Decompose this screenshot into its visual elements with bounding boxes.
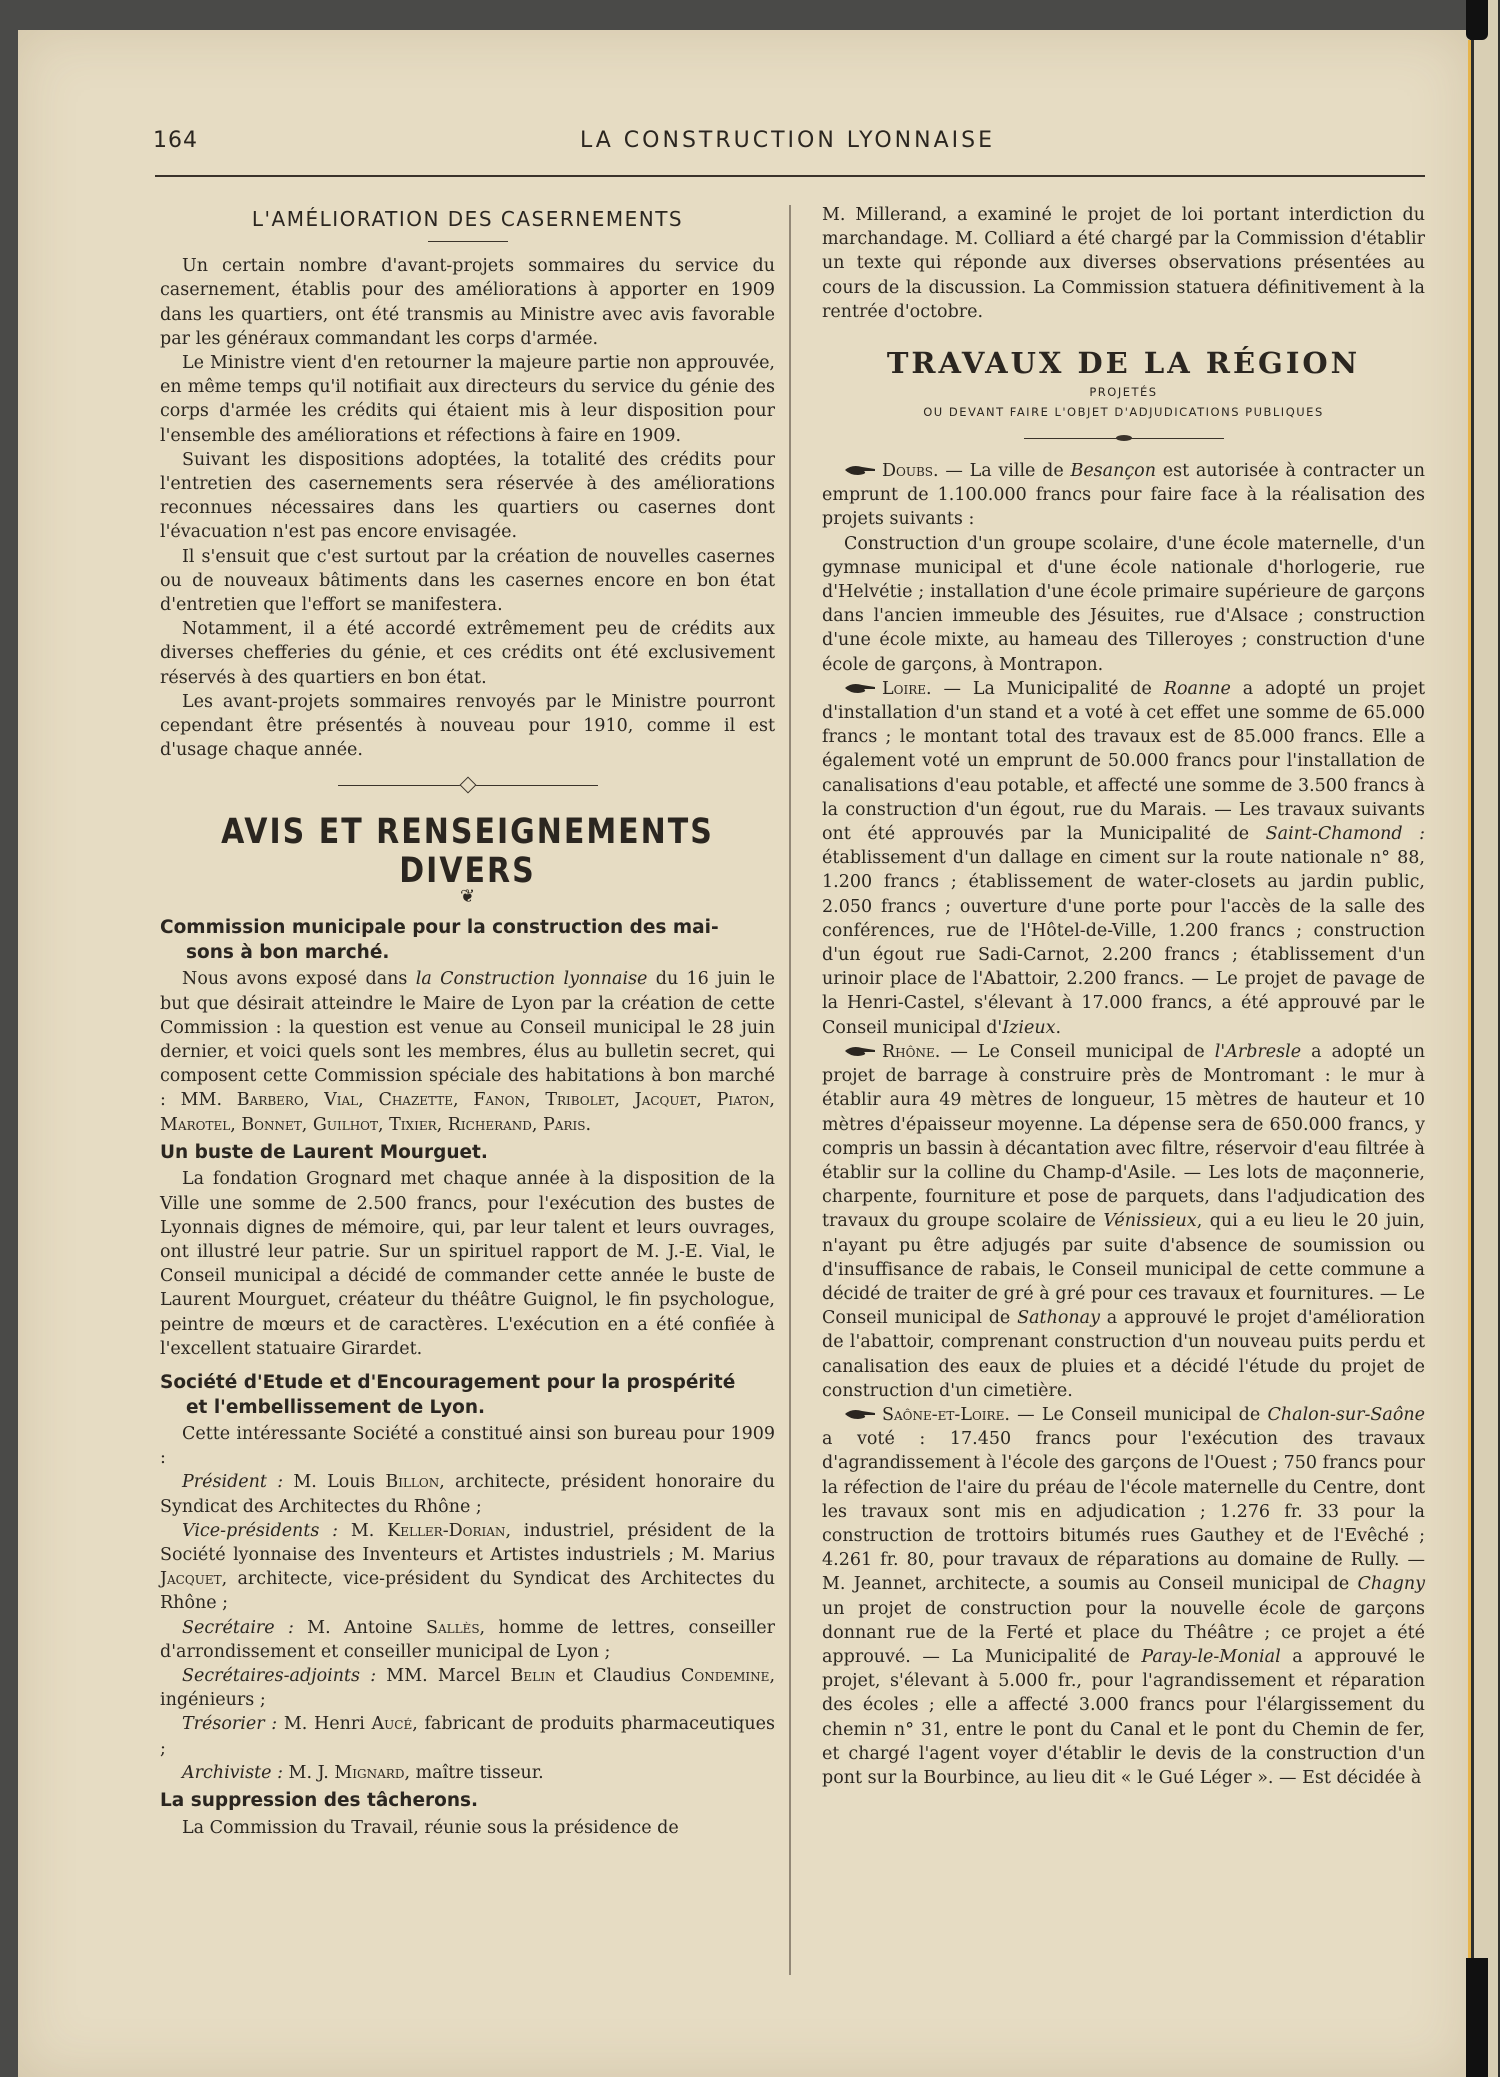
bureau-tresorier: Trésorier : M. Henri Aucé, fabricant de produits pharmaceutiques ; xyxy=(160,1714,775,1759)
buste-heading: Un buste de Laurent Mourguet. xyxy=(160,1141,488,1163)
saone-paragraph: Saône-et-Loire. — Le Conseil municipal de Chalon-sur-Saône a voté : 17.450 francs pour l'exécution des travaux d'agrandissement à l'école des garçons de l'Ouest ; 750 francs pour la réfection de l'aire du préau de l'école maternelle du Centre, dont les travaux sont mis en adjudication ; 1.276 fr. 33 pour la construction de trottoirs bitumés rues Gauthey et de l'Evêché ; 4.261 fr. 80, pour travaux de réparations au domaine de Rully. — M. Jeannet, architecte, a soumis au Conseil municipal de Chagny un projet de construction pour la nouvelle école de garçons donnant rue de la Ferté et place du Théâtre ; ce projet a été approuvé. — La Municipalité de Paray-le-Monial a approuvé le projet, s'élevant à 5.000 fr., pour l'agrandissement et réparation des écoles ; elle a affecté 3.000 francs pour l'élargissement du chemin n° 31, entre le pont du Canal et le pont du Chemin de fer, et chargé l'agent voyer d'établir le devis de la construction d'un pont sur la Bourbince, au lieu dit « le Gué Léger ». — Est décidée à xyxy=(822,1404,1425,1788)
loire-paragraph: Loire. — La Municipalité de Roanne a adopté un projet d'installation d'un stand et a voté à cet effet une somme de 65.000 francs ; le montant total des travaux est de 85.000 francs. Elle a également voté un emprunt de 50.000 francs pour l'installation de canalisations d'eau potable, et affecté une somme de 3.500 francs à la construction d'un égout, rue du Marais. — Les travaux suivants ont été approuvés par la Municipalité de Saint-Chamond : établissement d'un dallage en ciment sur la route nationale n° 88, 1.200 francs ; établissement de water-closets au jardin public, 2.050 francs ; ouverture d'une porte pour l'accès de la salle des conférences, rue de l'Hôtel-de-Ville, 1.200 francs ; construction d'un égout rue Sadi-Carnot, 2.200 francs ; établissement d'un urinoir place de l'Abattoir, 2.200 francs. — Le projet de pavage de la Henri-Castel, s'élevant à 17.000 francs, a été approuvé par le Conseil municipal d'Izieux. xyxy=(822,678,1425,1038)
header-rule xyxy=(155,175,1425,177)
tacherons-continuation: M. Millerand, a examiné le projet de loi portant interdiction du marchandage. M. Colliard a été chargé par la Commission d'établir un texte qui réponde aux diverses observations présentées au cours de la discussion. La Commission statuera définitivement à la rentrée d'octobre. xyxy=(822,205,1425,322)
rhone-paragraph: Rhône. — Le Conseil municipal de l'Arbresle a adopté un projet de barrage à construire près de Montromant : le mur à établir aura 49 mètres de longueur, 15 mètres de hauteur et 10 mètres d'épaisseur moyenne. La dépense sera de 650.000 francs, y compris un bassin à décantation avec filtre, réservoir d'eau filtrée à établir sur la colline du Champ-d'Asile. — Les lots de maçonnerie, charpente, fourniture et pose de parquets, dans l'adjudication des travaux du groupe scolaire de Vénissieux, qui a eu lieu le 20 juin, n'ayant pu être adjugés par suite d'absence de soumission ou d'insuffisance de rabais, le Conseil municipal de cette commune a décidé de traiter de gré à gré pour ces travaux et fournitures. — Le Conseil municipal de Sathonay a approuvé le projet d'amélioration de l'abattoir, comprenant construction d'un nouveau puits perdu et canalisation des eaux de pluies et a décidé l'étude du projet de construction d'un cimetière. xyxy=(822,1041,1426,1401)
pointing-hand-icon xyxy=(844,1407,876,1421)
journal-title: LA CONSTRUCTION LYONNAISE xyxy=(580,128,995,153)
travaux-title: TRAVAUX DE LA RÉGION xyxy=(886,346,1361,381)
bureau-archiviste: Archiviste : M. J. Mignard, maître tisseur. xyxy=(182,1762,544,1783)
ornamental-rule xyxy=(338,776,598,796)
binding-mark-top xyxy=(1466,0,1488,40)
commission-heading: Commission municipale pour la construction des mai- sons à bon marché. xyxy=(160,917,719,963)
bureau-adjoints: Secrétaires-adjoints : MM. Marcel Belin et Claudius Condemine, ingénieurs ; xyxy=(160,1666,776,1711)
casernements-paragraph: Suivant les dispositions adoptées, la totalité des crédits pour l'entretien des casernements sera réservée à des améliorations reconnues nécessaires dans les quartiers ou casernes dont l'évacuation n'est pas encore envisagée. xyxy=(160,449,775,543)
left-column xyxy=(160,203,775,1840)
pointing-hand-icon xyxy=(844,463,876,477)
avis-title: AVIS ET RENSEIGNEMENTS DIVERS xyxy=(221,812,714,892)
casernements-paragraph: Le Ministre vient d'en retourner la majeure partie non approuvée, en même temps qu'il notifiait aux directeurs du service du génie des corps d'armée les crédits qui étaient mis à leur disposition pour l'ensemble des améliorations et réfections à faire en 1909. xyxy=(160,353,775,446)
column-divider xyxy=(789,205,791,1975)
casernements-paragraph: Notamment, il a été accordé extrêmement peu de crédits aux diverses chefferies du génie, et ces crédits ont été exclusivement réservés à des quartiers en bon état. xyxy=(160,619,775,688)
doubs-paragraph: Doubs. — La ville de Besançon est autorisée à contracter un emprunt de 1.100.000 francs pour faire face à la réalisation des projets suivants : xyxy=(822,461,1425,530)
bureau-vice-presidents: Vice-présidents : M. Keller-Dorian, industriel, président de la Société lyonnaise des Inventeurs et Artistes industriels ; M. Marius Jacquet, architecte, vice-président du Syndicat des Architectes du Rhône ; xyxy=(160,1520,775,1614)
societe-intro: Cette intéressante Société a constitué ainsi son bureau pour 1909 : xyxy=(160,1424,775,1469)
casernements-paragraph: Il s'ensuit que c'est surtout par la création de nouvelles casernes ou de nouveaux bâtiments dans les casernes encore en bon état d'entretien que l'effort se manifestera. xyxy=(160,546,775,616)
casernements-paragraph: Les avant-projets sommaires renvoyés par le Ministre pourront cependant être présentés à nouveau pour 1910, comme il est d'usage chaque année. xyxy=(160,691,775,761)
page-number: 164 xyxy=(153,128,198,153)
bureau-president: Président : M. Louis Billon, architecte, président honoraire du Syndicat des Architectes du Rhône ; xyxy=(160,1472,775,1517)
casernements-paragraph: Un certain nombre d'avant-projets sommaires du service du casernement, établis pour des améliorations à apporter en 1909 dans les quartiers, ont été transmis au Ministre avec avis favorable par les généraux commandant les corps d'armée. xyxy=(160,256,775,349)
binding-edge-line xyxy=(1468,40,1471,1960)
right-column xyxy=(822,203,1425,1790)
buste-paragraph: La fondation Grognard met chaque année à la disposition de la Ville une somme de 2.500 francs, pour l'exécution des bustes de Lyonnais dignes de mémoire, qui, par leur talent et leurs ouvrages, ont illustré leur patrie. Sur un spirituel rapport de M. J.-E. Vial, le Conseil municipal a décidé de commander cette année le buste de Laurent Mourguet, créateur du théâtre Guignol, le fin psychologue, peintre de mœurs et de caractères. L'exécution en a été confiée à l'excellent statuaire Girardet. xyxy=(160,1169,775,1359)
running-header xyxy=(135,128,1425,158)
travaux-subtitle: PROJETÉS xyxy=(1089,385,1158,400)
casernements-title: L'AMÉLIORATION DES CASERNEMENTS xyxy=(251,207,684,231)
travaux-subtitle-2: OU DEVANT FAIRE L'OBJET D'ADJUDICATIONS PUBLIQUES xyxy=(923,405,1324,420)
ornamental-rule xyxy=(1024,438,1224,439)
tacherons-heading: La suppression des tâcherons. xyxy=(160,1790,479,1812)
commission-members: Barbero, Vial, Chazette, Fanon, Tribolet, Jacquet, Piaton, Marotel, Bonnet, Guilhot, Tixier, Richerand, Paris. xyxy=(160,1090,775,1135)
commission-paragraph: Nous avons exposé dans la Construction lyonnaise du 16 juin le but que désirait atteindre le Maire de Lyon par la création de cette Commission : la question est venue au Conseil municipal le 28 juin dernier, et voici quels sont les membres, élus au bulletin secret, qui composent cette Commission spéciale des habitations à bon marché : MM. Barbero, Vial, Chazette, Fanon, Tribolet, Jacquet, Piaton, Marotel, Bonnet, Guilhot, Tixier, Richerand, Paris. xyxy=(160,969,775,1135)
pointing-hand-icon xyxy=(844,681,876,695)
binding-mark-bottom xyxy=(1466,1958,1488,2077)
pointing-hand-icon xyxy=(844,1044,876,1058)
tacherons-paragraph: La Commission du Travail, réunie sous la présidence de xyxy=(182,1817,679,1838)
bureau-secretaire: Secrétaire : M. Antoine Sallès, homme de lettres, conseiller d'arrondissement et conseiller municipal de Lyon ; xyxy=(160,1617,775,1662)
societe-heading: Société d'Etude et d'Encouragement pour la prospérité et l'embellissement de Lyon. xyxy=(160,1372,736,1418)
doubs-projects: Construction d'un groupe scolaire, d'une école maternelle, d'un gymnase municipal et d'une école nationale d'horlogerie, rue d'Helvétie ; installation d'une école primaire supérieure de garçons dans l'ancien immeuble des Jésuites, rue d'Alsace ; construction d'une école mixte, au hameau des Tilleroyes ; construction d'une école de garçons, à Montrapon. xyxy=(822,533,1425,675)
flourish-icon: ❦ xyxy=(459,886,476,908)
page-edge xyxy=(1470,0,1500,2077)
title-rule xyxy=(428,241,508,242)
